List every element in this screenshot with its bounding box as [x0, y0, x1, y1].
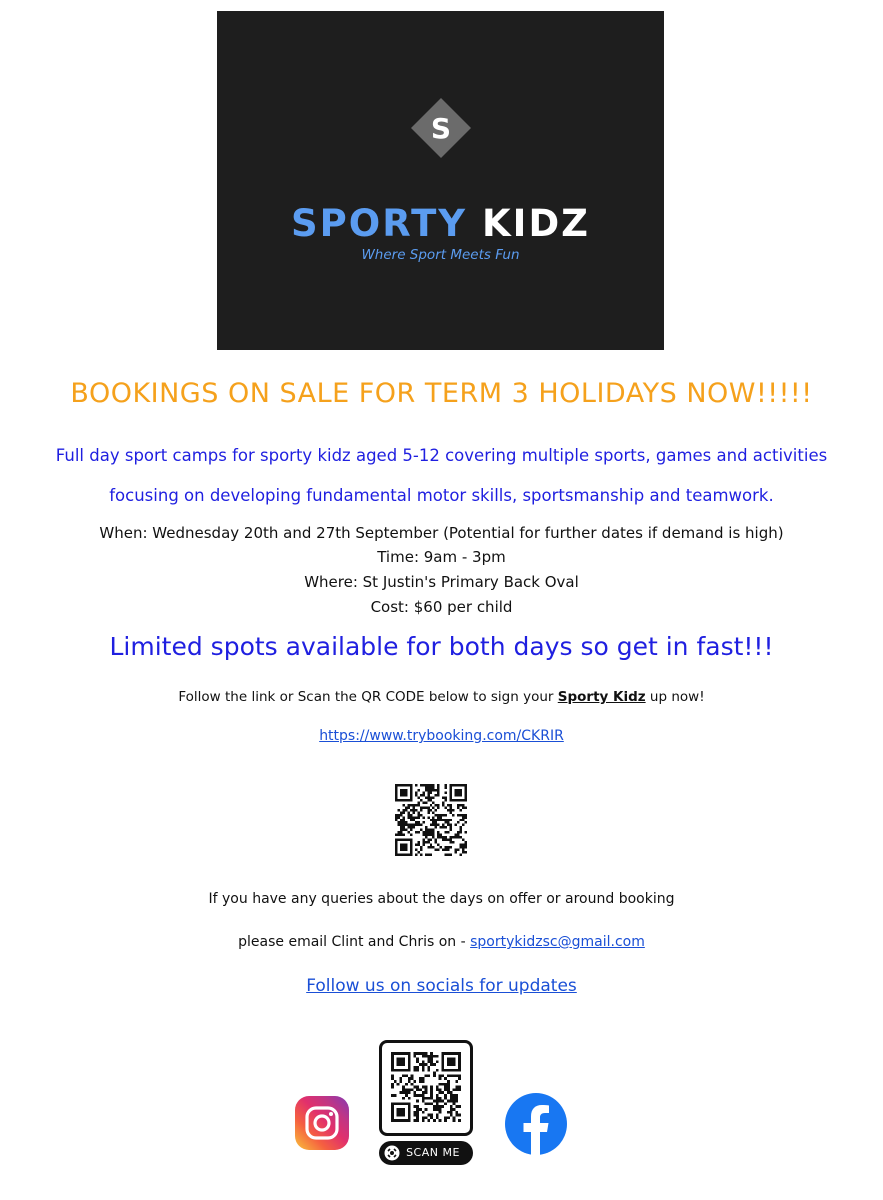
query-line-1: If you have any queries about the days on offer or around booking — [208, 891, 675, 907]
socials-link[interactable]: Follow us on socials for updates — [306, 976, 577, 996]
facebook-icon[interactable] — [504, 1092, 568, 1156]
logo-brand-name — [217, 202, 664, 246]
booking-link-row — [0, 728, 883, 744]
headline: BOOKINGS ON SALE FOR TERM 3 HOLIDAYS NOW!!!!! — [70, 378, 813, 409]
email-link[interactable]: sportykidzsc@gmail.com — [470, 934, 645, 950]
qr-code-icon — [391, 1052, 461, 1122]
follow-brand: Sporty Kidz — [557, 689, 646, 705]
logo-tagline: Where Sport Meets Fun — [361, 247, 520, 263]
logo-brand-word2: KIDZ — [482, 202, 590, 245]
qr-code-icon[interactable] — [395, 784, 467, 856]
logo-diamond-icon — [410, 97, 472, 159]
logo-diamond-letter: S — [430, 112, 452, 145]
instagram-icon[interactable] — [295, 1096, 349, 1150]
detail-time: Time: 9am - 3pm — [377, 548, 506, 566]
query-line-2-prefix: please email Clint and Chris on - — [238, 934, 471, 950]
scan-me-card[interactable] — [379, 1040, 473, 1165]
query-line-2 — [0, 934, 883, 950]
scan-me-pill — [379, 1141, 473, 1165]
instagram-glyph — [305, 1106, 339, 1140]
socials-link-row — [0, 976, 883, 996]
scan-me-label: SCAN ME — [406, 1146, 460, 1159]
scan-icon — [384, 1145, 400, 1161]
detail-where: Where: St Justin's Primary Back Oval — [304, 573, 579, 591]
detail-when: When: Wednesday 20th and 27th September (Potential for further dates if demand is high) — [99, 524, 784, 542]
description-line-2: focusing on developing fundamental motor skills, sportsmanship and teamwork. — [109, 486, 774, 505]
limited-spots-notice: Limited spots available for both days so get in fast!!! — [109, 632, 774, 661]
detail-cost: Cost: $60 per child — [370, 598, 513, 616]
follow-suffix: up now! — [645, 689, 705, 705]
follow-instructions — [0, 689, 883, 705]
description-line-1: Full day sport camps for sporty kidz aged 5-12 covering multiple sports, games and activities — [55, 446, 828, 465]
booking-link[interactable]: https://www.trybooking.com/CKRIR — [319, 728, 564, 744]
logo-banner — [217, 11, 664, 350]
scan-me-frame — [379, 1040, 473, 1136]
follow-prefix: Follow the link or Scan the QR CODE below to sign your — [178, 689, 558, 705]
logo-brand-word1: SPORTY — [291, 202, 468, 245]
